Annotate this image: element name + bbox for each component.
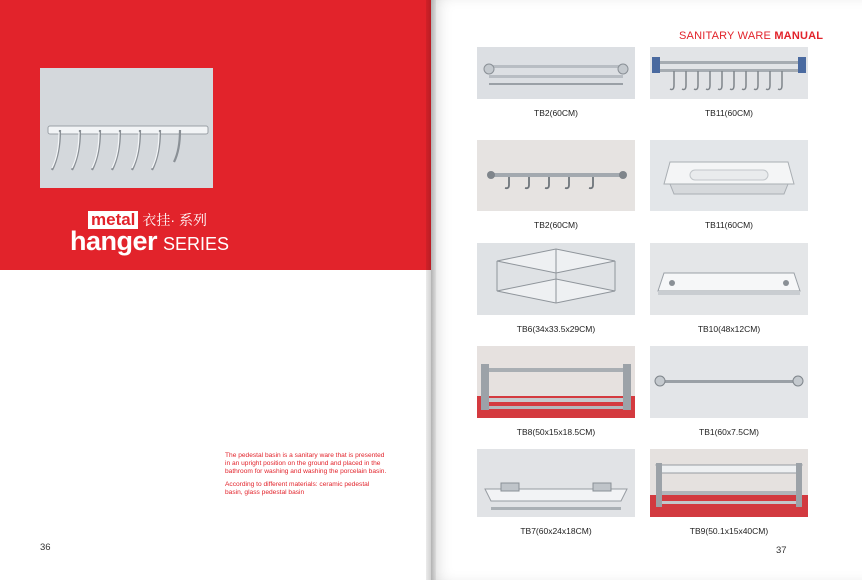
header-bold-text: MANUAL: [774, 30, 824, 42]
towel-bar-icon: [650, 346, 808, 418]
product-photo: [477, 140, 635, 211]
corner-shelf-icon: [477, 243, 635, 315]
description-paragraph-1: The pedestal basin is a sanitary ware that is presented in an upright position on the ground and placed in the bathroom for washing and washing the porcelain basin.: [225, 452, 387, 475]
product-photo: [477, 449, 635, 517]
header-light-text: SANITARY WARE: [679, 30, 775, 42]
product-photo: [650, 243, 808, 315]
product-photo: [650, 47, 808, 99]
product-card: [650, 346, 808, 437]
description-block: [225, 452, 387, 502]
product-caption: TB11(60CM): [704, 220, 754, 230]
product-caption: TB11(60CM): [704, 108, 754, 118]
title-line-2: [70, 226, 229, 257]
product-card: [650, 243, 808, 334]
title-hanger: hanger: [70, 226, 158, 256]
product-card: [477, 47, 635, 118]
product-card: [650, 449, 808, 536]
product-photo: [477, 243, 635, 315]
product-caption: TB2(60CM): [534, 220, 578, 230]
product-card: [477, 243, 635, 334]
product-card: [477, 140, 635, 230]
metal-hook-hanger-image: [40, 68, 213, 188]
product-caption: TB7(60x24x18CM): [520, 526, 592, 536]
product-card: [650, 140, 808, 230]
product-caption: TB2(60CM): [534, 108, 578, 118]
product-caption: TB9(50.1x15x40CM): [689, 526, 769, 536]
product-photo: [650, 449, 808, 517]
section-header: [679, 30, 823, 42]
double-rack-red-icon: [477, 346, 635, 418]
page-number-right: 37: [776, 545, 787, 556]
wall-shelf-icon: [650, 243, 808, 315]
product-caption: TB1(60x7.5CM): [699, 427, 759, 437]
title-metal: metal: [88, 211, 138, 229]
product-photo: [650, 346, 808, 418]
book-gutter: [426, 0, 436, 580]
hook-rail-icon: [477, 140, 635, 211]
title-series: SERIES: [163, 234, 230, 254]
product-caption: TB10(48x12CM): [697, 324, 761, 334]
product-photo: [477, 346, 635, 418]
product-card: [650, 47, 808, 118]
tray-rack-icon: [477, 449, 635, 517]
hanger-hero-photo: [40, 68, 213, 188]
product-caption: TB8(50x15x18.5CM): [516, 427, 596, 437]
product-caption: TB6(34x33.5x29CM): [516, 324, 596, 334]
product-card: [477, 346, 635, 437]
hook-towel-rack-icon: [650, 47, 808, 99]
product-photo: [650, 140, 808, 211]
soap-dish-icon: [650, 140, 808, 211]
page-number-left: 36: [40, 542, 51, 553]
product-card: [477, 449, 635, 536]
double-towel-rack-icon: [477, 47, 635, 99]
product-photo: [477, 47, 635, 99]
shelf-rack-red-icon: [650, 449, 808, 517]
description-paragraph-2: According to different materials: ceramic pedestal basin, glass pedestal basin: [225, 481, 370, 496]
title-chinese: 衣挂· 系列: [142, 212, 207, 228]
